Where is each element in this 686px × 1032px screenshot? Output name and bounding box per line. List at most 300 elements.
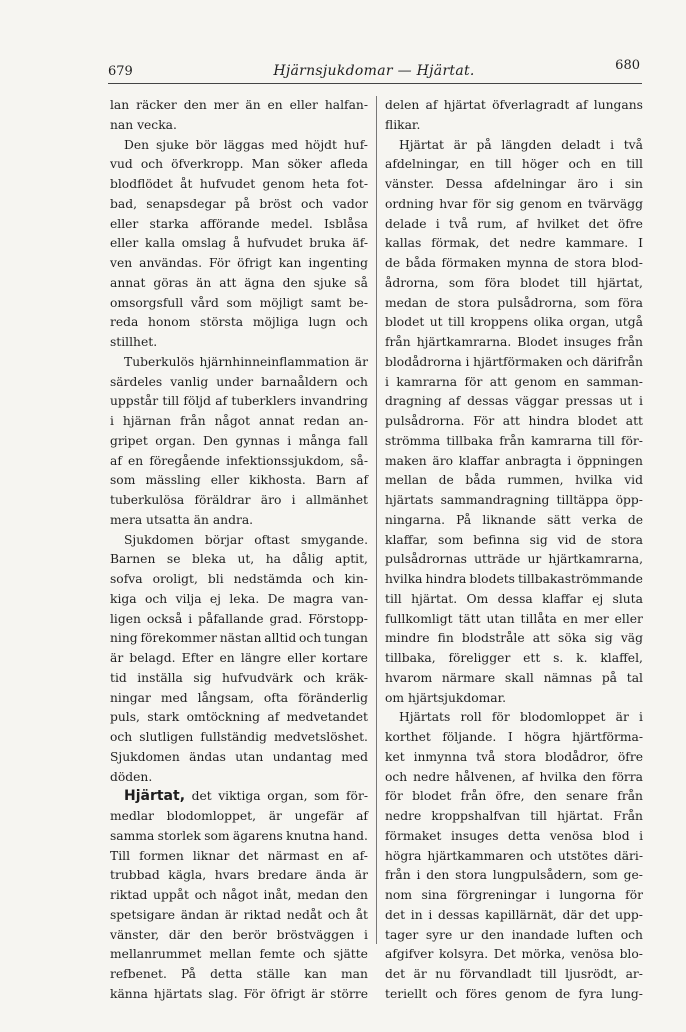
word: ordning: [385, 196, 434, 211]
word: spetsigare: [110, 907, 176, 922]
word: afgifver: [385, 947, 434, 962]
word: till: [494, 157, 512, 172]
text-line: [385, 116, 643, 136]
word: an-: [348, 414, 368, 428]
word: vud: [110, 157, 133, 172]
word: blodets: [469, 572, 515, 586]
word: förvandladt: [459, 967, 532, 981]
word: stark: [147, 710, 180, 725]
text-line: [110, 373, 368, 393]
word: därifrån: [592, 354, 643, 369]
text-line: [385, 629, 643, 649]
word: s.: [553, 651, 564, 665]
word: att: [625, 414, 643, 428]
word: befinna: [473, 532, 520, 547]
text-line: [385, 136, 643, 156]
word: medel.: [270, 216, 313, 231]
word: Den: [124, 137, 150, 152]
running-title: Hjärnsjukdomar — Hjärtat.: [273, 63, 475, 79]
text-line: [385, 491, 643, 511]
word: börjar: [204, 532, 244, 547]
word: det: [489, 236, 510, 251]
word: sjuke: [313, 275, 347, 290]
word: vanlig: [170, 374, 209, 389]
word: belagd.: [129, 651, 176, 665]
word: uppåt: [153, 888, 189, 902]
word: stora: [457, 295, 490, 310]
word: från: [385, 868, 411, 883]
word: ningar: [110, 690, 151, 705]
word: är: [615, 710, 629, 725]
word: förmaket: [385, 828, 442, 843]
word: åt: [355, 907, 368, 922]
word: lung-: [611, 986, 643, 1001]
text-line: [110, 906, 368, 926]
text-line: [110, 392, 368, 412]
word: de: [553, 256, 569, 270]
text-line: [110, 827, 368, 847]
word: en: [469, 157, 485, 172]
word: hindra: [528, 414, 570, 428]
word: kamrarna: [531, 433, 592, 448]
word: ändas: [189, 749, 226, 764]
word: hufvudvärk: [221, 670, 293, 685]
word: stora: [455, 868, 487, 883]
line-text: döden.: [110, 769, 153, 784]
word: mynna: [506, 256, 549, 270]
text-line: [110, 965, 368, 985]
word: insuges: [450, 828, 499, 843]
word: smygande.: [300, 532, 368, 547]
word: invandring: [300, 394, 368, 409]
word: höger: [521, 157, 559, 172]
word: pressas: [565, 394, 613, 409]
word: hjärtat,: [596, 275, 643, 290]
word: i: [110, 414, 114, 428]
word: från: [617, 789, 643, 804]
text-line: [110, 432, 368, 452]
text-line: [110, 333, 368, 353]
word: slutligen: [139, 730, 194, 744]
word: är: [413, 967, 427, 981]
word: hvilka: [539, 769, 577, 784]
word: föregående: [149, 453, 220, 468]
word: föres: [465, 986, 497, 1001]
word: Man: [251, 157, 280, 172]
word: från: [617, 335, 643, 349]
word: berör: [232, 927, 267, 942]
word: från: [385, 335, 411, 349]
word: hjärtkamrarna.: [416, 335, 512, 349]
word: Barnen: [110, 552, 156, 567]
word: som: [448, 275, 475, 290]
word: pulsådrorna,: [497, 295, 577, 310]
word: af: [521, 769, 534, 784]
word: allmänhet: [305, 493, 368, 507]
line-text: om hjärtsjukdomar.: [385, 690, 507, 705]
word: hvarom: [385, 670, 433, 685]
text-line: [110, 471, 368, 491]
word: är: [311, 986, 325, 1001]
word: uppstår: [110, 394, 159, 409]
word: omslag: [181, 236, 227, 251]
text-line: [110, 452, 368, 472]
word: inandade: [511, 927, 570, 942]
word: de: [555, 986, 571, 1001]
word: och: [303, 670, 326, 685]
word: hjärnan: [122, 414, 171, 428]
word: ofta: [263, 690, 289, 705]
word: kammare.: [565, 236, 629, 251]
word: riktad: [110, 888, 148, 902]
text-line: [385, 669, 643, 689]
word: äro: [260, 493, 282, 507]
text-line: [385, 432, 643, 452]
word: längden: [501, 137, 552, 152]
word: refbenet.: [110, 967, 167, 981]
word: nu: [435, 967, 452, 981]
text-line: [385, 945, 643, 965]
word: Tuberkulös: [124, 354, 195, 369]
word: en: [219, 651, 235, 665]
word: än: [245, 98, 261, 112]
word: organ,: [267, 789, 308, 804]
word: sig: [193, 670, 212, 685]
word: däri-: [613, 848, 643, 863]
word: i: [545, 888, 550, 902]
word: tuberkulösa: [110, 493, 185, 507]
word: undantag: [272, 749, 332, 764]
text-line: [110, 294, 368, 314]
word: stora: [611, 532, 643, 547]
word: Blodet: [517, 335, 558, 349]
text-line: [385, 452, 643, 472]
word: följande.: [442, 730, 497, 744]
word: omsorgsfull: [110, 295, 184, 310]
word: högra: [385, 848, 422, 863]
word: i: [385, 374, 389, 389]
word: hålvenen,: [455, 769, 516, 784]
word: rummen,: [507, 473, 564, 488]
word: högra: [524, 730, 561, 744]
word: bleka: [192, 552, 226, 567]
word: till: [626, 157, 643, 172]
word: sig: [529, 532, 548, 547]
word: blodet: [520, 275, 560, 290]
word: i: [639, 710, 643, 725]
word: och: [144, 591, 168, 606]
word: Isblåsa: [324, 216, 368, 231]
word: afdelningar: [494, 177, 566, 191]
word: hjärtat.: [557, 809, 604, 823]
word: att: [219, 275, 237, 290]
word: ut: [619, 394, 633, 409]
word: stora: [574, 256, 607, 270]
word: i: [287, 433, 292, 448]
word: inåt,: [263, 888, 292, 902]
word: och: [194, 888, 217, 902]
header-rule: [108, 83, 642, 84]
text-line: [385, 550, 643, 570]
word: följd: [183, 394, 211, 409]
word: annat: [110, 275, 146, 290]
word: mindre: [385, 631, 430, 646]
text-line: [385, 768, 643, 788]
word: ej: [209, 591, 221, 606]
word: hufvudet: [199, 177, 256, 191]
word: de: [627, 512, 643, 527]
text-line: [110, 531, 368, 551]
word: genom: [519, 196, 562, 211]
word: på: [476, 137, 492, 152]
word: genom: [504, 986, 548, 1001]
text-line: [385, 353, 643, 373]
word: hvilka: [385, 572, 423, 586]
word: öfrigt: [237, 256, 272, 270]
word: den: [199, 927, 223, 942]
word: Från: [613, 809, 643, 823]
word: där: [562, 907, 584, 922]
word: vilja: [175, 591, 202, 606]
word: och: [327, 907, 351, 922]
word: tillåta: [520, 611, 557, 626]
word: gripet: [110, 433, 148, 448]
text-line: [385, 886, 643, 906]
word: ända: [315, 868, 347, 883]
text-line: [385, 392, 643, 412]
word: af: [110, 453, 122, 468]
word: blodådrorna: [385, 354, 462, 369]
word: söker: [287, 157, 322, 172]
text-line: [110, 708, 368, 728]
word: till: [569, 275, 587, 290]
word: att: [489, 374, 508, 389]
word: honom: [148, 315, 191, 330]
word: öpp-: [615, 493, 643, 507]
word: som: [204, 828, 230, 843]
text-line: [385, 926, 643, 946]
text-line: [110, 768, 368, 788]
text-line: [110, 511, 368, 531]
word: eller: [210, 473, 240, 488]
text-line: [110, 689, 368, 709]
word: tilltäppa: [556, 493, 609, 507]
word: båda: [405, 256, 437, 270]
word: ställe: [256, 967, 291, 981]
word: Hjärtat: [399, 137, 444, 152]
word: i: [639, 394, 643, 409]
word: och: [345, 374, 368, 389]
word: k.: [576, 651, 588, 665]
word: är: [354, 354, 368, 369]
word: och: [140, 157, 164, 172]
word: reda: [110, 315, 139, 330]
word: af: [575, 98, 588, 112]
word: utträde: [474, 552, 521, 567]
word: som: [226, 295, 252, 310]
word: sig: [496, 196, 515, 211]
word: blodstråle: [461, 631, 525, 646]
word: öfre,: [495, 789, 525, 804]
word: fyra: [578, 986, 604, 1001]
left-text-column: [110, 96, 368, 1005]
text-line: [110, 610, 368, 630]
word: kägla,: [168, 868, 207, 883]
line-text: mera utsatta än andra.: [110, 512, 254, 527]
word: infektionssjukdom,: [226, 453, 345, 468]
word: hufvudet: [247, 236, 303, 251]
text-line: [385, 728, 643, 748]
word: genom: [514, 374, 557, 389]
word: teriellt: [385, 986, 428, 1001]
word: sjätte: [333, 947, 368, 962]
word: klaffel,: [600, 651, 643, 665]
text-line: [385, 708, 643, 728]
word: en: [128, 453, 144, 468]
word: dålig: [292, 552, 324, 567]
word: föräldrar: [194, 493, 251, 507]
word: kan: [304, 967, 327, 981]
word: nästan: [219, 631, 262, 646]
word: en: [567, 196, 583, 211]
word: blod-: [611, 256, 643, 270]
word: det: [191, 789, 212, 804]
word: bad,: [110, 196, 137, 211]
word: för: [625, 888, 643, 902]
text-line: [385, 215, 643, 235]
text-line: [110, 926, 368, 946]
word: förgreningar: [456, 888, 537, 902]
word: ägarens: [232, 828, 283, 843]
word: för: [491, 710, 510, 725]
word: en: [328, 848, 344, 863]
word: Barn: [315, 473, 347, 488]
word: från: [460, 789, 487, 804]
word: halfan-: [324, 98, 368, 112]
line-text: stillhet.: [110, 335, 158, 349]
word: den: [282, 275, 306, 290]
word: hjärtat: [443, 98, 486, 112]
word: puls,: [110, 710, 140, 725]
word: pulsådrorna.: [385, 414, 465, 428]
word: större: [330, 986, 368, 1001]
word: tvärvägg: [587, 196, 643, 211]
page-header: [108, 58, 640, 84]
word: det: [588, 216, 609, 231]
word: utan: [486, 611, 515, 626]
word: hand.: [333, 828, 368, 843]
word: inmynna: [413, 749, 468, 764]
text-line: [110, 728, 368, 748]
word: sin: [624, 177, 643, 191]
text-line: [385, 827, 643, 847]
word: deladt: [561, 137, 601, 152]
text-line: [110, 195, 368, 215]
word: möjligt: [259, 295, 304, 310]
word: insuges: [563, 335, 612, 349]
word: så: [354, 275, 368, 290]
text-line: [110, 886, 368, 906]
word: blodomloppet: [519, 710, 606, 725]
word: anbragta: [505, 453, 562, 468]
word: Den: [202, 433, 229, 448]
word: hjärtat.: [411, 591, 458, 606]
word: tager: [385, 927, 419, 942]
word: samma: [110, 828, 155, 843]
word: Hjärtats: [399, 710, 451, 725]
word: korthet: [385, 730, 431, 744]
word: vador: [332, 196, 368, 211]
word: afdelningar,: [385, 157, 460, 172]
word: För: [243, 986, 265, 1001]
word: mörka,: [521, 947, 566, 962]
word: oroligt,: [152, 572, 198, 586]
word: öfverlagradt: [492, 98, 570, 112]
word: kräk-: [335, 670, 368, 685]
word: pulsådrornas: [385, 552, 467, 567]
word: venösa: [570, 947, 614, 962]
text-line: [110, 215, 368, 235]
word: en: [267, 98, 283, 112]
word: fin: [437, 631, 454, 646]
word: Efter: [181, 651, 214, 665]
word: ur: [527, 552, 542, 567]
word: att: [502, 414, 520, 428]
word: hvar: [439, 196, 468, 211]
word: tid: [110, 670, 127, 685]
word: luften: [576, 927, 614, 942]
word: kalla: [145, 236, 176, 251]
word: de: [434, 295, 450, 310]
word: olika: [533, 315, 564, 330]
word: bröst: [259, 196, 292, 211]
word: räcker: [136, 98, 177, 112]
word: mellan: [385, 473, 428, 488]
word: dragning: [385, 394, 442, 409]
word: stora: [504, 749, 537, 764]
word: i: [465, 354, 470, 369]
word: en: [600, 157, 617, 172]
word: som: [110, 473, 136, 488]
word: bröstväggen: [276, 927, 355, 942]
word: blodet: [412, 789, 452, 804]
word: kroppshalfvan: [431, 809, 521, 823]
word: man: [341, 967, 368, 981]
word: är: [110, 651, 124, 665]
word: det: [385, 907, 406, 922]
word: och: [345, 315, 368, 330]
word: ut: [429, 315, 443, 330]
word: ningarna.: [385, 512, 446, 527]
word: oftast: [254, 532, 290, 547]
word: blo-: [619, 947, 643, 962]
word: lan: [110, 98, 130, 112]
word: att: [532, 631, 550, 646]
word: På: [456, 512, 472, 527]
word: eller: [110, 216, 139, 231]
word: mellanrummet: [110, 947, 202, 962]
word: klaffar: [458, 453, 500, 468]
text-line: [110, 590, 368, 610]
word: tillbakaströmmande: [517, 572, 643, 586]
word: ingenting: [308, 256, 368, 270]
word: medvetslöshet.: [273, 730, 368, 744]
word: i: [416, 868, 421, 883]
word: för: [385, 789, 403, 804]
word: för: [472, 196, 491, 211]
word: föreligger: [448, 651, 511, 665]
word: den: [481, 927, 505, 942]
